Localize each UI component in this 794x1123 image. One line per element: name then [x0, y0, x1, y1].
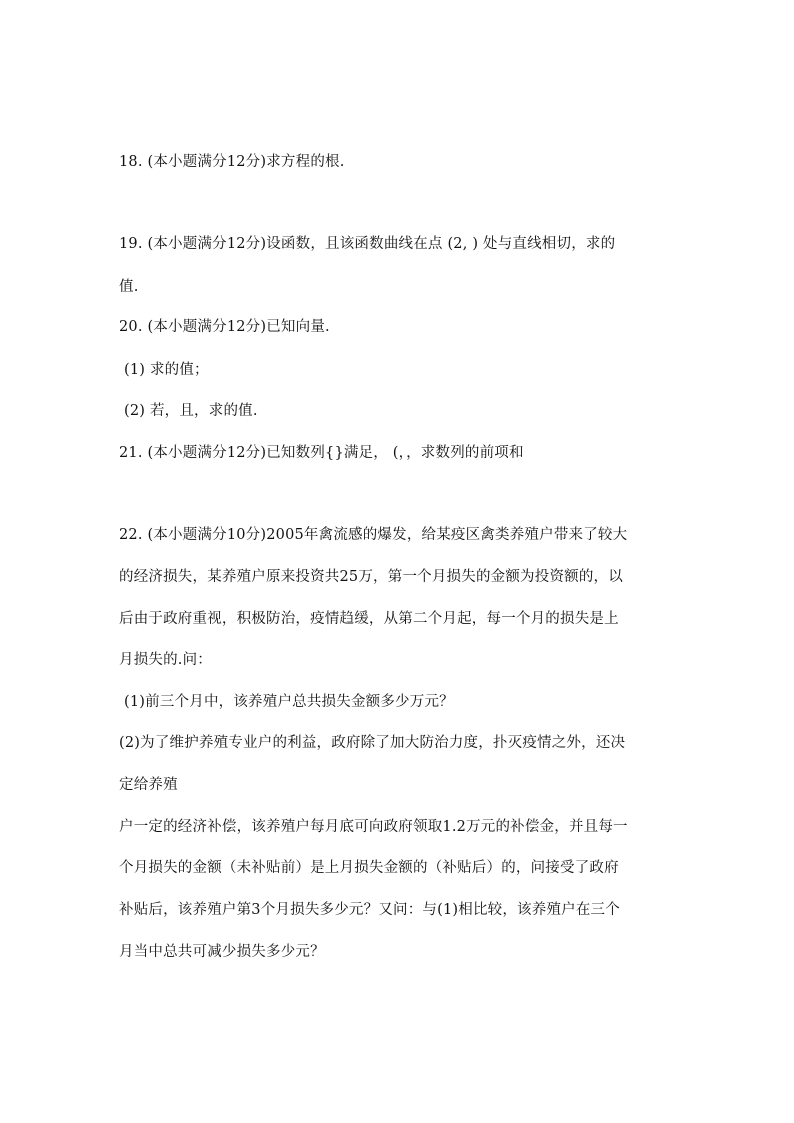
problem-18: 18. (本小题满分12分)求方程的根.	[119, 154, 345, 170]
problem-22-line-2: 的经济损失，某养殖户原来投资共25万，第一个月损失的金额为投资额的，以	[119, 569, 623, 585]
problem-22-part-1: (1)前三个月中，该养殖户总共损失金额多少万元？	[124, 694, 454, 710]
problem-20-part-2: (2) 若，且，求的值.	[124, 403, 258, 419]
problem-22-part-2-line-4: 个月损失的金额（未补贴前）是上月损失金额的（补贴后）的，问接受了政府	[119, 860, 619, 876]
problem-21: 21. (本小题满分12分)已知数列{}满足， (，，求数列的前项和	[119, 445, 524, 461]
problem-22-part-2-line-2: 定给养殖	[119, 777, 178, 793]
problem-22-line-4: 月损失的.问：	[119, 652, 213, 668]
problem-22-part-2-line-1: (2)为了维护养殖专业户的利益，政府除了加大防治力度，扑灭疫情之外，还决	[119, 735, 626, 751]
problem-22-part-2-line-5: 补贴后，该养殖户第3个月损失多少元？又问：与(1)相比较，该养殖户在三个	[119, 902, 620, 918]
problem-22-part-2-line-3: 户一定的经济补偿，该养殖户每月底可向政府领取1.2万元的补偿金，并且每一	[119, 819, 628, 835]
problem-20-part-1: (1) 求的值；	[124, 362, 209, 378]
problem-19-line-2: 值.	[119, 279, 139, 295]
problem-22-line-1: 22. (本小题满分10分)2005年禽流感的爆发，给某疫区禽类养殖户带来了较大	[119, 527, 628, 543]
problem-22-line-3: 后由于政府重视，积极防治，疫情趋缓，从第二个月起，每一个月的损失是上	[119, 611, 619, 627]
problem-22-part-2-line-6: 月当中总共可减少损失多少元？	[119, 944, 325, 960]
problem-20: 20. (本小题满分12分)已知向量.	[119, 319, 330, 335]
problem-19-line-1: 19. (本小题满分12分)设函数，且该函数曲线在点 (2, ) 处与直线相切，求的	[119, 236, 616, 252]
